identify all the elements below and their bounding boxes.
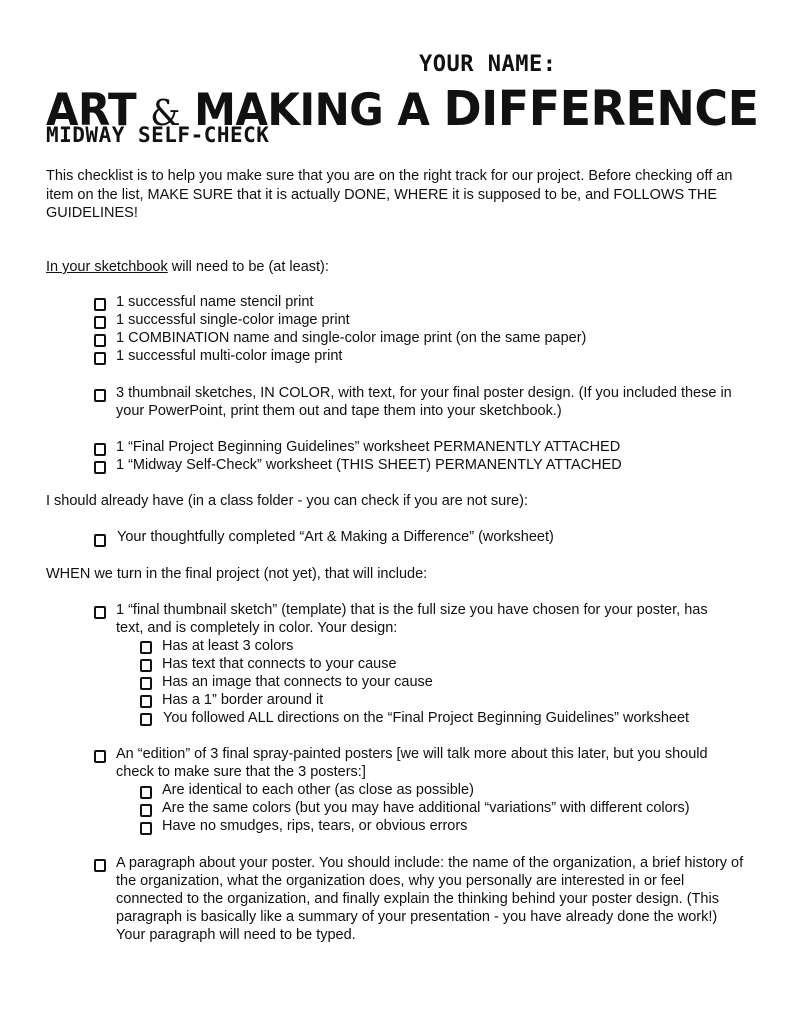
checkbox[interactable] [94, 389, 106, 402]
checkbox[interactable] [94, 859, 106, 872]
checkbox[interactable] [94, 750, 106, 763]
checkbox[interactable] [94, 606, 106, 619]
checkbox[interactable] [94, 534, 106, 547]
checklist-subitem: Has a 1” border around it [162, 692, 324, 708]
sketchbook-lead-rest: will need to be (at least): [167, 259, 329, 275]
checkbox[interactable] [94, 298, 106, 311]
your-name-label: YOUR NAME: [419, 52, 557, 77]
checkbox[interactable] [140, 641, 152, 654]
checklist-subitem: Are the same colors (but you may have additional “variations” with different colors) [162, 800, 690, 816]
checklist-subitem: Are identical to each other (as close as possible) [162, 782, 474, 798]
checklist-item: 1 “Final Project Beginning Guidelines” worksheet PERMANENTLY ATTACHED [116, 439, 621, 455]
checklist-subitem: You followed ALL directions on the “Final Project Beginning Guidelines” worksheet [163, 710, 690, 726]
page-subtitle: MIDWAY SELF-CHECK [46, 123, 270, 147]
sketchbook-lead-underlined: In your sketchbook [46, 259, 168, 275]
checklist-subitem: Has text that connects to your cause [162, 656, 397, 672]
checkbox[interactable] [94, 334, 106, 347]
checkbox[interactable] [140, 822, 152, 835]
checklist-item: 1 successful multi-color image print [116, 348, 343, 364]
final-lead: WHEN we turn in the final project (not yet), that will include: [46, 566, 428, 582]
checkbox[interactable] [140, 786, 152, 799]
checklist-item: A paragraph about your poster. You should include: the name of the organization, a brief history of the organization, what the organization does, why you personally are interested in or feel connected to the organization, and finally explain the thinking behind your poster design. (This paragraph is basically like a summary of your presentation - you have already done the work!) Your paragraph will need to be typed. [116, 855, 744, 943]
checklist-item: 1 COMBINATION name and single-color image print (on the same paper) [116, 330, 587, 346]
checkbox[interactable] [94, 461, 106, 474]
checkbox[interactable] [94, 316, 106, 329]
checklist-subitem: Have no smudges, rips, tears, or obvious errors [162, 818, 468, 834]
sketchbook-lead [46, 258, 329, 276]
checkbox[interactable] [94, 443, 106, 456]
intro-paragraph: This checklist is to help you make sure that you are on the right track for our project. Before checking off an item on the list, MAKE SURE that it is actually DONE, WHERE it is supposed to be, and FOLLOWS THE GUIDELINES! [46, 168, 733, 221]
checklist-item: 1 “final thumbnail sketch” (template) that is the full size you have chosen for your poster, has text, and is completely in color. Your design: [116, 602, 708, 636]
checkbox[interactable] [140, 659, 152, 672]
checklist-subitem: Has an image that connects to your cause [162, 674, 433, 690]
checklist-item: 1 “Midway Self-Check” worksheet (THIS SHEET) PERMANENTLY ATTACHED [116, 457, 622, 473]
folder-lead: I should already have (in a class folder - you can check if you are not sure): [46, 493, 528, 509]
checkbox[interactable] [140, 695, 152, 708]
checklist-subitem: Has at least 3 colors [162, 638, 294, 654]
checklist-item: An “edition” of 3 final spray-painted posters [we will talk more about this later, but you should check to make sure that the 3 posters:] [116, 746, 708, 780]
checklist-item: 1 successful name stencil print [116, 294, 314, 310]
checkbox[interactable] [140, 677, 152, 690]
checklist-item: 3 thumbnail sketches, IN COLOR, with text, for your final poster design. (If you included these in your PowerPoint, print them out and tape them into your sketchbook.) [116, 385, 732, 419]
checkbox[interactable] [140, 713, 152, 726]
title-ampersand: & [150, 92, 180, 135]
title-difference: DIFFERENCE [443, 80, 759, 137]
checklist-item: Your thoughtfully completed “Art & Making a Difference” (worksheet) [117, 529, 554, 545]
title-making: MAKING A [194, 84, 430, 136]
title-art: ART [46, 84, 137, 136]
checkbox[interactable] [140, 804, 152, 817]
checklist-item: 1 successful single-color image print [116, 312, 350, 328]
checkbox[interactable] [94, 352, 106, 365]
